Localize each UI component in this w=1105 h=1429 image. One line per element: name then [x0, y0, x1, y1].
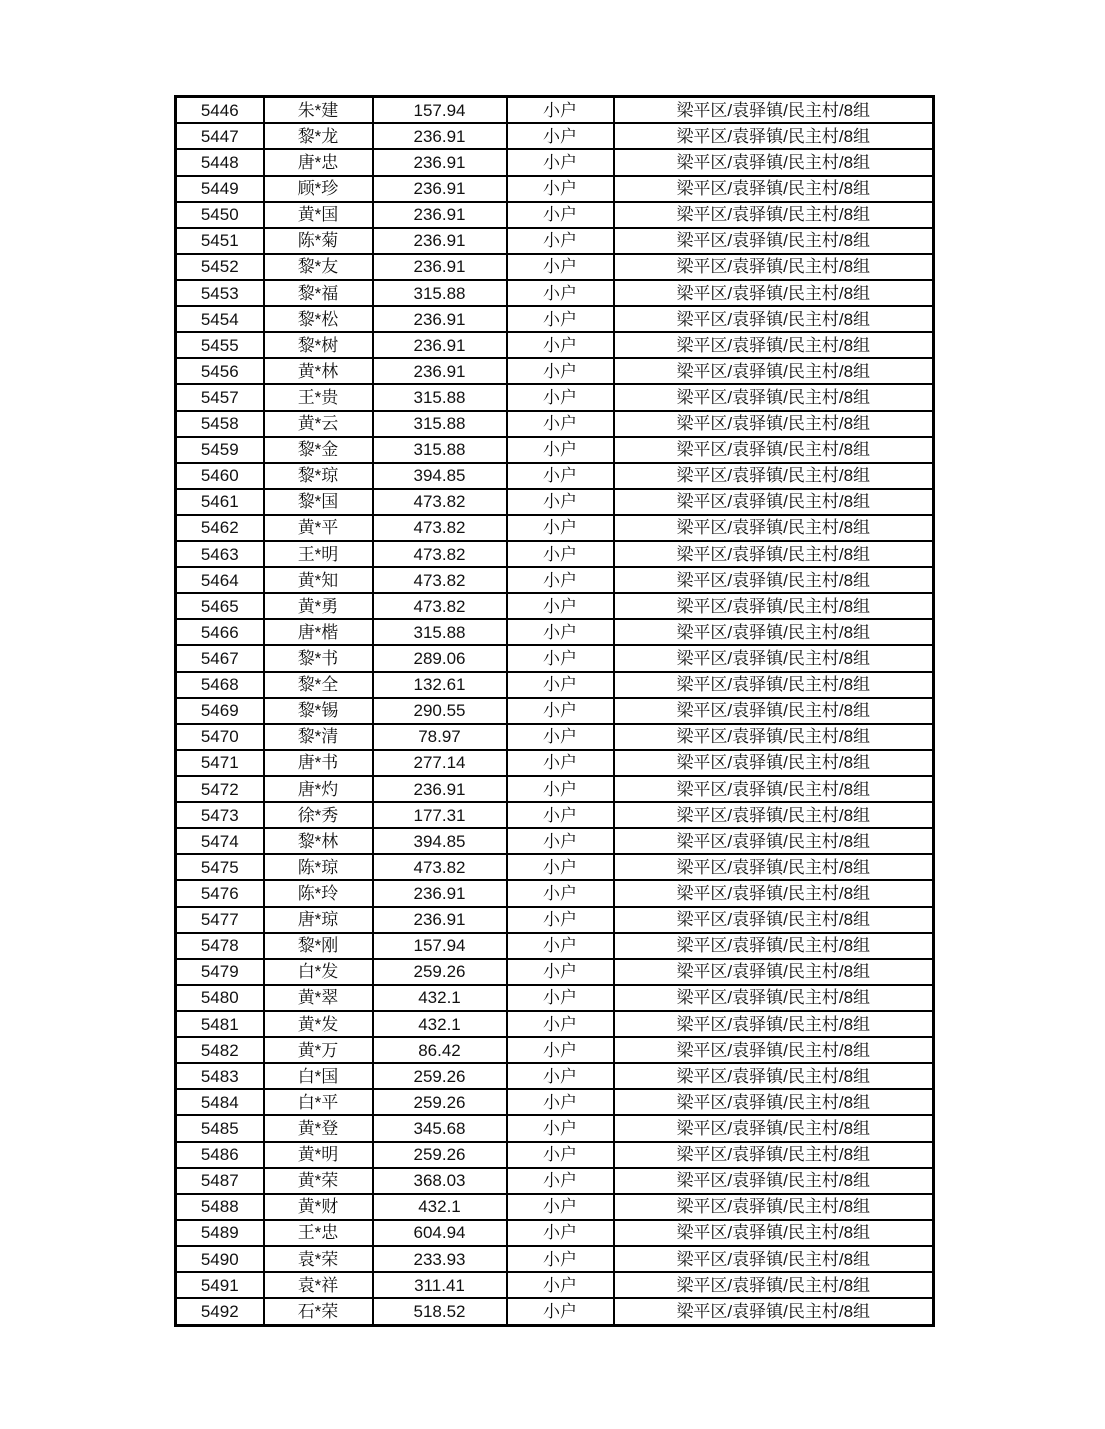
- table-cell: 梁平区/袁驿镇/民主村/8组: [614, 907, 934, 933]
- table-cell: 315.88: [373, 411, 507, 437]
- table-cell: 黄*知: [264, 567, 373, 593]
- table-row: [176, 1246, 934, 1272]
- table-cell: 小户: [507, 306, 614, 332]
- table-cell: 小户: [507, 254, 614, 280]
- table-cell: 432.1: [373, 1011, 507, 1037]
- table-cell: 黎*清: [264, 724, 373, 750]
- table-cell: 陈*琼: [264, 854, 373, 880]
- table-row: [176, 411, 934, 437]
- table-cell: 梁平区/袁驿镇/民主村/8组: [614, 1298, 934, 1325]
- table-cell: 黎*金: [264, 437, 373, 463]
- table-cell: 唐*书: [264, 750, 373, 776]
- table-cell: 5487: [176, 1168, 264, 1194]
- table-cell: 259.26: [373, 959, 507, 985]
- table-row: [176, 854, 934, 880]
- table-row: [176, 123, 934, 149]
- table-cell: 梁平区/袁驿镇/民主村/8组: [614, 358, 934, 384]
- table-cell: 小户: [507, 854, 614, 880]
- table-cell: 黄*万: [264, 1037, 373, 1063]
- table-cell: 368.03: [373, 1168, 507, 1194]
- table-row: [176, 384, 934, 410]
- table-cell: 梁平区/袁驿镇/民主村/8组: [614, 149, 934, 175]
- table-cell: 5472: [176, 776, 264, 802]
- table-cell: 黎*龙: [264, 123, 373, 149]
- table-cell: 78.97: [373, 724, 507, 750]
- table-cell: 梁平区/袁驿镇/民主村/8组: [614, 567, 934, 593]
- table-cell: 黄*财: [264, 1194, 373, 1220]
- table-row: [176, 698, 934, 724]
- table-cell: 王*贵: [264, 384, 373, 410]
- table-row: [176, 1272, 934, 1298]
- table-cell: 5449: [176, 176, 264, 202]
- table-cell: 5461: [176, 489, 264, 515]
- table-cell: 233.93: [373, 1246, 507, 1272]
- table-cell: 小户: [507, 1063, 614, 1089]
- table-cell: 小户: [507, 1142, 614, 1168]
- table-cell: 陈*玲: [264, 880, 373, 906]
- table-row: [176, 672, 934, 698]
- table-cell: 小户: [507, 1037, 614, 1063]
- table-cell: 5479: [176, 959, 264, 985]
- table-cell: 小户: [507, 123, 614, 149]
- table-cell: 梁平区/袁驿镇/民主村/8组: [614, 750, 934, 776]
- table-row: [176, 645, 934, 671]
- table-cell: 梁平区/袁驿镇/民主村/8组: [614, 254, 934, 280]
- table-cell: 小户: [507, 384, 614, 410]
- table-row: [176, 489, 934, 515]
- table-row: [176, 228, 934, 254]
- table-cell: 王*明: [264, 541, 373, 567]
- table-cell: 梁平区/袁驿镇/民主村/8组: [614, 1272, 934, 1298]
- table-cell: 290.55: [373, 698, 507, 724]
- table-cell: 小户: [507, 672, 614, 698]
- table-cell: 小户: [507, 619, 614, 645]
- table-cell: 236.91: [373, 228, 507, 254]
- table-cell: 梁平区/袁驿镇/民主村/8组: [614, 384, 934, 410]
- table-cell: 小户: [507, 202, 614, 228]
- table-cell: 黄*明: [264, 1142, 373, 1168]
- table-cell: 梁平区/袁驿镇/民主村/8组: [614, 1246, 934, 1272]
- table-cell: 311.41: [373, 1272, 507, 1298]
- table-cell: 259.26: [373, 1142, 507, 1168]
- table-cell: 黎*福: [264, 280, 373, 306]
- table-cell: 5481: [176, 1011, 264, 1037]
- table-cell: 黎*书: [264, 645, 373, 671]
- table-cell: 黄*荣: [264, 1168, 373, 1194]
- table-cell: 5473: [176, 802, 264, 828]
- table-cell: 梁平区/袁驿镇/民主村/8组: [614, 1194, 934, 1220]
- table-cell: 5476: [176, 880, 264, 906]
- table-cell: 袁*祥: [264, 1272, 373, 1298]
- table-cell: 梁平区/袁驿镇/民主村/8组: [614, 228, 934, 254]
- table-cell: 小户: [507, 1220, 614, 1246]
- table-cell: 梁平区/袁驿镇/民主村/8组: [614, 854, 934, 880]
- table-cell: 236.91: [373, 907, 507, 933]
- table-cell: 5489: [176, 1220, 264, 1246]
- table-cell: 小户: [507, 1168, 614, 1194]
- table-cell: 小户: [507, 802, 614, 828]
- table-cell: 黎*林: [264, 828, 373, 854]
- table-cell: 梁平区/袁驿镇/民主村/8组: [614, 985, 934, 1011]
- table-cell: 5468: [176, 672, 264, 698]
- table-cell: 394.85: [373, 463, 507, 489]
- table-cell: 黎*松: [264, 306, 373, 332]
- table-cell: 259.26: [373, 1089, 507, 1115]
- table-cell: 梁平区/袁驿镇/民主村/8组: [614, 802, 934, 828]
- table-cell: 157.94: [373, 933, 507, 959]
- table-cell: 唐*忠: [264, 149, 373, 175]
- table-cell: 5446: [176, 97, 264, 124]
- table-cell: 黄*勇: [264, 593, 373, 619]
- table-cell: 黄*平: [264, 515, 373, 541]
- table-cell: 5483: [176, 1063, 264, 1089]
- table-cell: 梁平区/袁驿镇/民主村/8组: [614, 515, 934, 541]
- table-cell: 236.91: [373, 358, 507, 384]
- table-cell: 157.94: [373, 97, 507, 124]
- table-cell: 177.31: [373, 802, 507, 828]
- table-cell: 315.88: [373, 437, 507, 463]
- table-cell: 5482: [176, 1037, 264, 1063]
- table-row: [176, 828, 934, 854]
- table-cell: 梁平区/袁驿镇/民主村/8组: [614, 645, 934, 671]
- table-cell: 小户: [507, 985, 614, 1011]
- table-row: [176, 149, 934, 175]
- table-cell: 5454: [176, 306, 264, 332]
- table-cell: 5458: [176, 411, 264, 437]
- table-cell: 5463: [176, 541, 264, 567]
- table-cell: 石*荣: [264, 1298, 373, 1325]
- table-cell: 5464: [176, 567, 264, 593]
- table-cell: 518.52: [373, 1298, 507, 1325]
- table-cell: 小户: [507, 228, 614, 254]
- table-cell: 梁平区/袁驿镇/民主村/8组: [614, 202, 934, 228]
- table-cell: 5469: [176, 698, 264, 724]
- table-cell: 小户: [507, 463, 614, 489]
- table-cell: 5459: [176, 437, 264, 463]
- table-cell: 604.94: [373, 1220, 507, 1246]
- table-cell: 236.91: [373, 202, 507, 228]
- table-cell: 梁平区/袁驿镇/民主村/8组: [614, 1089, 934, 1115]
- table-cell: 梁平区/袁驿镇/民主村/8组: [614, 724, 934, 750]
- table-cell: 315.88: [373, 619, 507, 645]
- table-cell: 梁平区/袁驿镇/民主村/8组: [614, 1220, 934, 1246]
- table-cell: 梁平区/袁驿镇/民主村/8组: [614, 97, 934, 124]
- table-cell: 梁平区/袁驿镇/民主村/8组: [614, 489, 934, 515]
- table-cell: 473.82: [373, 515, 507, 541]
- table-cell: 5474: [176, 828, 264, 854]
- table-cell: 白*发: [264, 959, 373, 985]
- table-cell: 236.91: [373, 254, 507, 280]
- table-cell: 梁平区/袁驿镇/民主村/8组: [614, 959, 934, 985]
- table-cell: 梁平区/袁驿镇/民主村/8组: [614, 619, 934, 645]
- table-cell: 5448: [176, 149, 264, 175]
- table-cell: 236.91: [373, 149, 507, 175]
- table-row: [176, 358, 934, 384]
- table-cell: 陈*菊: [264, 228, 373, 254]
- table-row: [176, 515, 934, 541]
- table-cell: 5462: [176, 515, 264, 541]
- table-cell: 小户: [507, 1115, 614, 1141]
- table-cell: 小户: [507, 437, 614, 463]
- table-row: [176, 463, 934, 489]
- table-cell: 黄*国: [264, 202, 373, 228]
- table-cell: 梁平区/袁驿镇/民主村/8组: [614, 176, 934, 202]
- table-cell: 白*平: [264, 1089, 373, 1115]
- table-row: [176, 802, 934, 828]
- table-cell: 黎*刚: [264, 933, 373, 959]
- table-cell: 5467: [176, 645, 264, 671]
- table-cell: 梁平区/袁驿镇/民主村/8组: [614, 332, 934, 358]
- table-row: [176, 280, 934, 306]
- table-cell: 5486: [176, 1142, 264, 1168]
- table-cell: 5465: [176, 593, 264, 619]
- table-row: [176, 1220, 934, 1246]
- table-cell: 唐*琼: [264, 907, 373, 933]
- table-row: [176, 332, 934, 358]
- table-cell: 梁平区/袁驿镇/民主村/8组: [614, 280, 934, 306]
- table-cell: 小户: [507, 1246, 614, 1272]
- table-cell: 梁平区/袁驿镇/民主村/8组: [614, 411, 934, 437]
- table-row: [176, 724, 934, 750]
- table-cell: 315.88: [373, 280, 507, 306]
- table-cell: 小户: [507, 541, 614, 567]
- table-cell: 小户: [507, 97, 614, 124]
- table-cell: 梁平区/袁驿镇/民主村/8组: [614, 306, 934, 332]
- table-cell: 5485: [176, 1115, 264, 1141]
- table-cell: 473.82: [373, 489, 507, 515]
- table-row: [176, 1142, 934, 1168]
- table-cell: 5492: [176, 1298, 264, 1325]
- table-cell: 473.82: [373, 541, 507, 567]
- table-cell: 345.68: [373, 1115, 507, 1141]
- table-cell: 梁平区/袁驿镇/民主村/8组: [614, 672, 934, 698]
- table-cell: 5452: [176, 254, 264, 280]
- table-cell: 黄*翠: [264, 985, 373, 1011]
- table-cell: 5488: [176, 1194, 264, 1220]
- table-row: [176, 1011, 934, 1037]
- table-cell: 236.91: [373, 176, 507, 202]
- table-row: [176, 1037, 934, 1063]
- table-row: [176, 202, 934, 228]
- table-cell: 5460: [176, 463, 264, 489]
- table-row: [176, 619, 934, 645]
- table-cell: 5457: [176, 384, 264, 410]
- table-row: [176, 437, 934, 463]
- table-cell: 5455: [176, 332, 264, 358]
- table-cell: 梁平区/袁驿镇/民主村/8组: [614, 437, 934, 463]
- table-cell: 黎*锡: [264, 698, 373, 724]
- table-cell: 小户: [507, 776, 614, 802]
- table-cell: 梁平区/袁驿镇/民主村/8组: [614, 1011, 934, 1037]
- table-row: [176, 985, 934, 1011]
- table-cell: 5450: [176, 202, 264, 228]
- table-cell: 5480: [176, 985, 264, 1011]
- table-cell: 梁平区/袁驿镇/民主村/8组: [614, 1115, 934, 1141]
- table-row: [176, 1063, 934, 1089]
- table-cell: 梁平区/袁驿镇/民主村/8组: [614, 123, 934, 149]
- table-cell: 黎*树: [264, 332, 373, 358]
- table-cell: 473.82: [373, 567, 507, 593]
- table-cell: 277.14: [373, 750, 507, 776]
- household-table: [174, 95, 935, 1327]
- table-cell: 小户: [507, 907, 614, 933]
- table-cell: 473.82: [373, 593, 507, 619]
- table-cell: 小户: [507, 698, 614, 724]
- table-cell: 黄*发: [264, 1011, 373, 1037]
- table-cell: 梁平区/袁驿镇/民主村/8组: [614, 541, 934, 567]
- table-row: [176, 306, 934, 332]
- table-cell: 黄*登: [264, 1115, 373, 1141]
- table-row: [176, 750, 934, 776]
- table-cell: 小户: [507, 1011, 614, 1037]
- table-cell: 梁平区/袁驿镇/民主村/8组: [614, 698, 934, 724]
- table-cell: 黎*国: [264, 489, 373, 515]
- table-cell: 5490: [176, 1246, 264, 1272]
- table-cell: 小户: [507, 358, 614, 384]
- table-cell: 小户: [507, 750, 614, 776]
- table-row: [176, 776, 934, 802]
- table-row: [176, 933, 934, 959]
- table-cell: 梁平区/袁驿镇/民主村/8组: [614, 1168, 934, 1194]
- table-cell: 王*忠: [264, 1220, 373, 1246]
- table-cell: 黎*琼: [264, 463, 373, 489]
- table-row: [176, 176, 934, 202]
- table-cell: 259.26: [373, 1063, 507, 1089]
- table-cell: 小户: [507, 149, 614, 175]
- table-cell: 86.42: [373, 1037, 507, 1063]
- table-cell: 小户: [507, 1194, 614, 1220]
- table-cell: 小户: [507, 567, 614, 593]
- table-cell: 小户: [507, 593, 614, 619]
- table-cell: 394.85: [373, 828, 507, 854]
- table-cell: 梁平区/袁驿镇/民主村/8组: [614, 933, 934, 959]
- table-row: [176, 1298, 934, 1325]
- table-cell: 小户: [507, 176, 614, 202]
- table-cell: 236.91: [373, 123, 507, 149]
- table-cell: 徐*秀: [264, 802, 373, 828]
- table-row: [176, 1194, 934, 1220]
- table-cell: 小户: [507, 959, 614, 985]
- table-cell: 236.91: [373, 880, 507, 906]
- table-cell: 5456: [176, 358, 264, 384]
- table-cell: 梁平区/袁驿镇/民主村/8组: [614, 463, 934, 489]
- table-cell: 236.91: [373, 332, 507, 358]
- table-cell: 小户: [507, 724, 614, 750]
- table-cell: 小户: [507, 645, 614, 671]
- table-cell: 5447: [176, 123, 264, 149]
- table-cell: 白*国: [264, 1063, 373, 1089]
- table-cell: 289.06: [373, 645, 507, 671]
- table-row: [176, 959, 934, 985]
- table-cell: 小户: [507, 1298, 614, 1325]
- table-row: [176, 880, 934, 906]
- table-cell: 473.82: [373, 854, 507, 880]
- table-cell: 小户: [507, 1272, 614, 1298]
- table-cell: 小户: [507, 1089, 614, 1115]
- table-cell: 小户: [507, 828, 614, 854]
- table-cell: 5475: [176, 854, 264, 880]
- table-row: [176, 1089, 934, 1115]
- table-cell: 顾*珍: [264, 176, 373, 202]
- table-cell: 小户: [507, 515, 614, 541]
- table-cell: 132.61: [373, 672, 507, 698]
- table-cell: 唐*楷: [264, 619, 373, 645]
- table-cell: 小户: [507, 880, 614, 906]
- table-row: [176, 254, 934, 280]
- table-row: [176, 1115, 934, 1141]
- table-cell: 5453: [176, 280, 264, 306]
- table-cell: 432.1: [373, 985, 507, 1011]
- table-cell: 432.1: [373, 1194, 507, 1220]
- table-cell: 5471: [176, 750, 264, 776]
- table-cell: 小户: [507, 933, 614, 959]
- table-cell: 袁*荣: [264, 1246, 373, 1272]
- table-cell: 5470: [176, 724, 264, 750]
- table-cell: 梁平区/袁驿镇/民主村/8组: [614, 1142, 934, 1168]
- table-cell: 梁平区/袁驿镇/民主村/8组: [614, 880, 934, 906]
- table-cell: 黄*林: [264, 358, 373, 384]
- table-cell: 梁平区/袁驿镇/民主村/8组: [614, 593, 934, 619]
- table-cell: 梁平区/袁驿镇/民主村/8组: [614, 1037, 934, 1063]
- table-cell: 梁平区/袁驿镇/民主村/8组: [614, 828, 934, 854]
- table-body: [176, 97, 934, 1326]
- table-cell: 梁平区/袁驿镇/民主村/8组: [614, 1063, 934, 1089]
- table-cell: 小户: [507, 489, 614, 515]
- table-cell: 5491: [176, 1272, 264, 1298]
- table-cell: 小户: [507, 332, 614, 358]
- table-row: [176, 1168, 934, 1194]
- table-row: [176, 97, 934, 124]
- table-row: [176, 541, 934, 567]
- table-cell: 236.91: [373, 776, 507, 802]
- table-cell: 5451: [176, 228, 264, 254]
- table-cell: 5484: [176, 1089, 264, 1115]
- table-cell: 236.91: [373, 306, 507, 332]
- table-cell: 5478: [176, 933, 264, 959]
- table-cell: 小户: [507, 411, 614, 437]
- table-row: [176, 567, 934, 593]
- table-cell: 朱*建: [264, 97, 373, 124]
- table-row: [176, 593, 934, 619]
- table-cell: 黎*友: [264, 254, 373, 280]
- table-cell: 5466: [176, 619, 264, 645]
- table-cell: 黎*全: [264, 672, 373, 698]
- table-row: [176, 907, 934, 933]
- table-cell: 5477: [176, 907, 264, 933]
- table-cell: 小户: [507, 280, 614, 306]
- table-cell: 梁平区/袁驿镇/民主村/8组: [614, 776, 934, 802]
- table-cell: 315.88: [373, 384, 507, 410]
- table-cell: 唐*灼: [264, 776, 373, 802]
- table-cell: 黄*云: [264, 411, 373, 437]
